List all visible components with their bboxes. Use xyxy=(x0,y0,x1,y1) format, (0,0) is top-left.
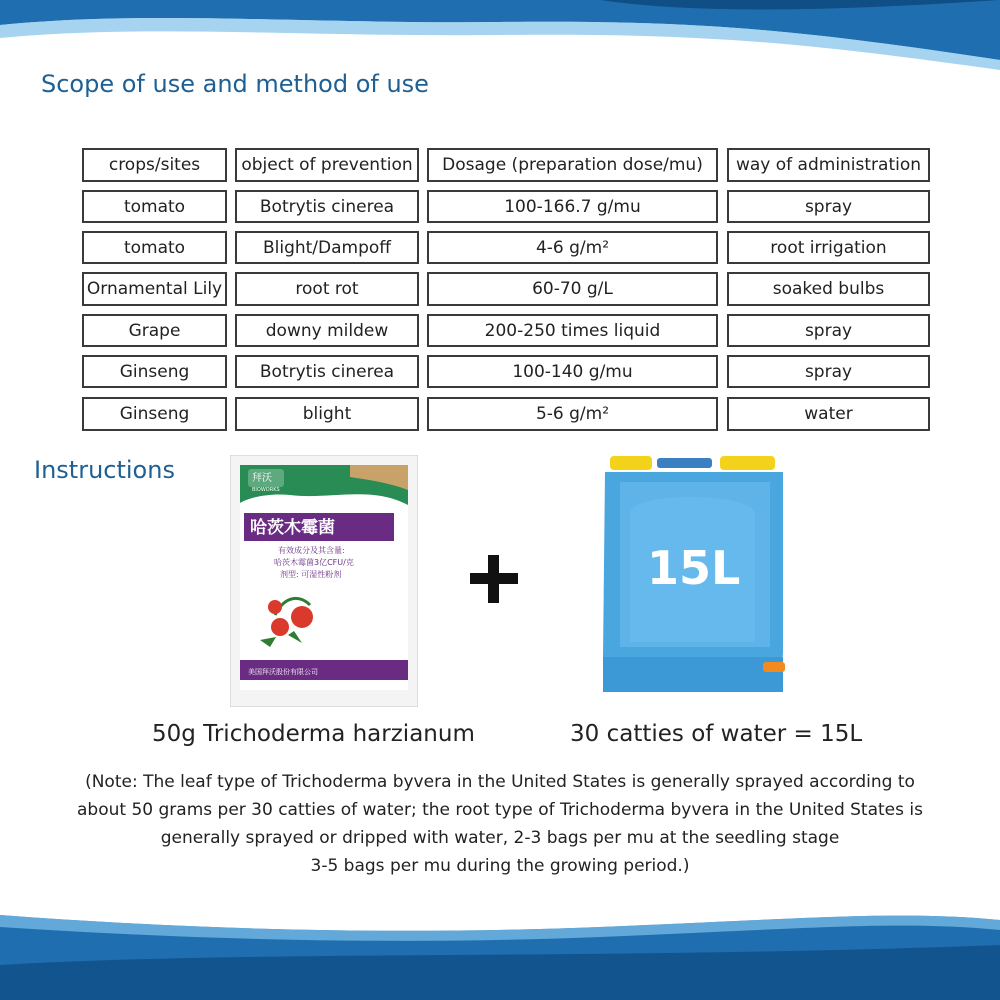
table-cell: Ginseng xyxy=(82,397,227,431)
table-cell: water xyxy=(727,397,930,431)
table-cell: Botrytis cinerea xyxy=(235,355,419,388)
package-line2: 哈茨木霉菌3亿CFU/克 xyxy=(274,558,354,567)
table-cell: 4-6 g/m² xyxy=(427,231,718,264)
table-cell: Botrytis cinerea xyxy=(235,190,419,223)
table-cell: 5-6 g/m² xyxy=(427,397,718,431)
table-cell: Grape xyxy=(82,314,227,347)
package-line1: 有效成分及其含量: xyxy=(278,546,345,555)
table-cell: spray xyxy=(727,355,930,388)
header-object: object of prevention xyxy=(235,148,419,182)
ingredient-text: 哈茨木霉菌 xyxy=(250,518,335,538)
table-cell: tomato xyxy=(82,231,227,264)
table-cell: Ginseng xyxy=(82,355,227,388)
usage-table xyxy=(82,148,932,434)
table-cell: 200-250 times liquid xyxy=(427,314,718,347)
table-cell: 100-166.7 g/mu xyxy=(427,190,718,223)
note-line: 3-5 bags per mu during the growing period.) xyxy=(310,856,690,876)
table-cell: blight xyxy=(235,397,419,431)
table-cell: soaked bulbs xyxy=(727,272,930,306)
note-text xyxy=(40,768,960,880)
product-package-image xyxy=(230,455,418,707)
package-footer: 美国拜沃股份有限公司 xyxy=(248,668,318,676)
note-line: (Note: The leaf type of Trichoderma byvera in the United States is generally sprayed according to xyxy=(85,772,915,792)
table-cell: root irrigation xyxy=(727,231,930,264)
tank-volume-label: 15L xyxy=(647,541,741,595)
table-cell: Ornamental Lily xyxy=(82,272,227,306)
table-cell: spray xyxy=(727,314,930,347)
product-name-text: 固锐 xyxy=(258,496,283,510)
bottom-wave-banner xyxy=(0,905,1000,1000)
water-caption: 30 catties of water = 15L xyxy=(570,721,863,747)
top-wave-banner xyxy=(0,0,1000,80)
instructions-heading: Instructions xyxy=(34,456,175,484)
sprayer-tank-image xyxy=(595,452,790,700)
table-cell: root rot xyxy=(235,272,419,306)
note-line: about 50 grams per 30 catties of water; the root type of Trichoderma byvera in the United States is xyxy=(77,800,923,820)
header-crops: crops/sites xyxy=(82,148,227,182)
table-cell: Blight/Dampoff xyxy=(235,231,419,264)
note-line: generally sprayed or dripped with water, 2-3 bags per mu at the seedling stage xyxy=(160,828,840,848)
brand-en-text: BIOWORKS xyxy=(252,487,280,493)
header-dosage: Dosage (preparation dose/mu) xyxy=(427,148,718,182)
table-cell: 60-70 g/L xyxy=(427,272,718,306)
package-caption: 50g Trichoderma harzianum xyxy=(152,721,475,747)
page-title: Scope of use and method of use xyxy=(41,70,429,98)
table-cell: spray xyxy=(727,190,930,223)
package-line3: 剂型: 可湿性粉剂 xyxy=(280,570,342,579)
table-cell: downy mildew xyxy=(235,314,419,347)
plus-icon xyxy=(470,555,518,603)
brand-text: 拜沃 xyxy=(252,473,272,484)
table-cell: tomato xyxy=(82,190,227,223)
header-administration: way of administration xyxy=(727,148,930,182)
table-cell: 100-140 g/mu xyxy=(427,355,718,388)
